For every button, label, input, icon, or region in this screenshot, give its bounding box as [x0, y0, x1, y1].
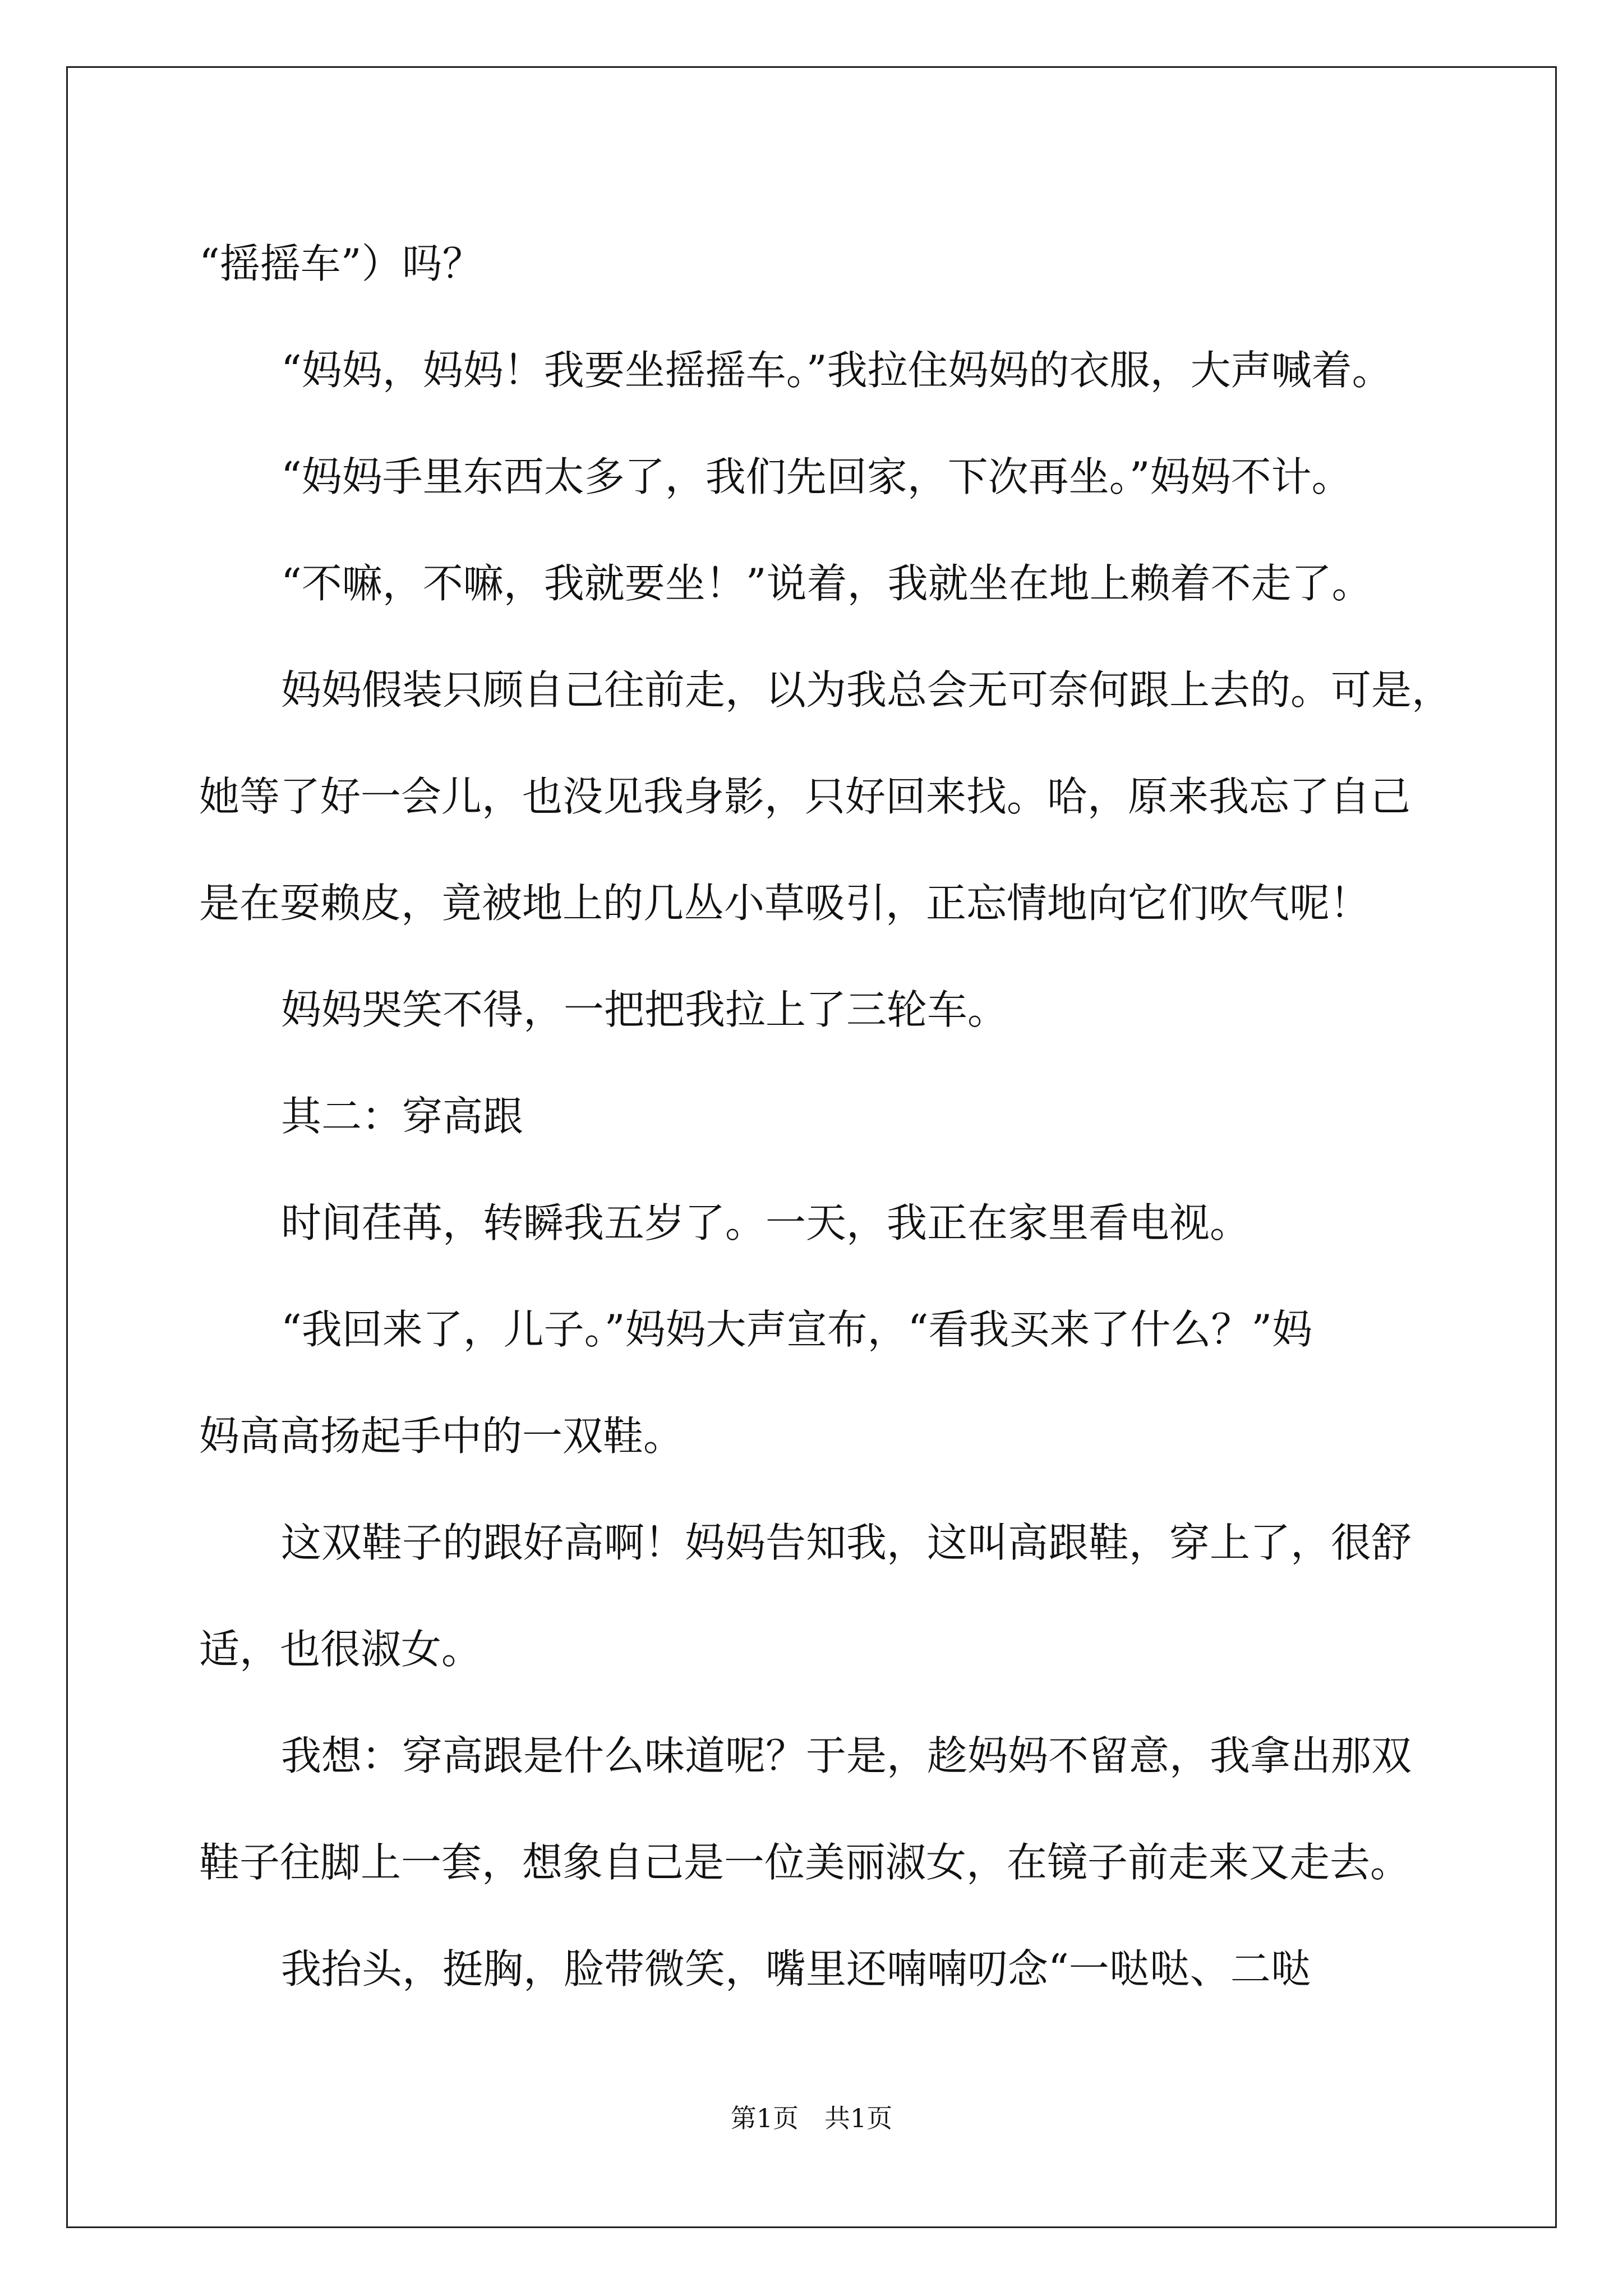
text-line: “摇摇车”）吗？ — [199, 240, 483, 287]
text-line: 妈妈假装只顾自己往前走，以为我总会无可奈何跟上去的。可是， — [281, 666, 1453, 714]
page-footer: 第1页 共1页 — [730, 2103, 893, 2133]
document-body — [199, 210, 1453, 2022]
text-line: 我抬头，挺胸，脸带微笑，嘴里还喃喃叨念“一哒哒、二哒 — [281, 1945, 1311, 1993]
text-line: 妈高高扬起手中的一双鞋。 — [199, 1412, 684, 1460]
text-line: “妈妈，妈妈！我要坐摇摇车。”我拉住妈妈的衣服，大声喊着。 — [281, 347, 1393, 394]
text-line: 鞋子往脚上一套，想象自己是一位美丽淑女，在镜子前走来又走去。 — [199, 1839, 1411, 1886]
text-line: 她等了好一会儿，也没见我身影，只好回来找。哈，原来我忘了自己 — [199, 773, 1411, 820]
text-line: “妈妈手里东西太多了，我们先回家，下次再坐。”妈妈不计。 — [281, 453, 1352, 500]
section-heading: 其二：穿高跟 — [281, 1093, 524, 1140]
text-line: “我回来了，儿子。”妈妈大声宣布，“看我买来了什么？”妈 — [281, 1306, 1313, 1353]
text-line: 是在耍赖皮，竟被地上的几丛小草吸引，正忘情地向它们吹气呢！ — [199, 880, 1371, 927]
text-line: 适，也很淑女。 — [199, 1626, 482, 1673]
text-line: “不嘛，不嘛，我就要坐！”说着，我就坐在地上赖着不走了。 — [281, 560, 1372, 607]
text-line: 这双鞋子的跟好高啊！妈妈告知我，这叫高跟鞋，穿上了，很舒 — [281, 1519, 1412, 1566]
text-line: 妈妈哭笑不得，一把把我拉上了三轮车。 — [281, 986, 1008, 1033]
text-line: 时间荏苒，转瞬我五岁了。一天，我正在家里看电视。 — [281, 1199, 1251, 1246]
text-line: 我想：穿高跟是什么味道呢？于是，趁妈妈不留意，我拿出那双 — [281, 1732, 1412, 1779]
